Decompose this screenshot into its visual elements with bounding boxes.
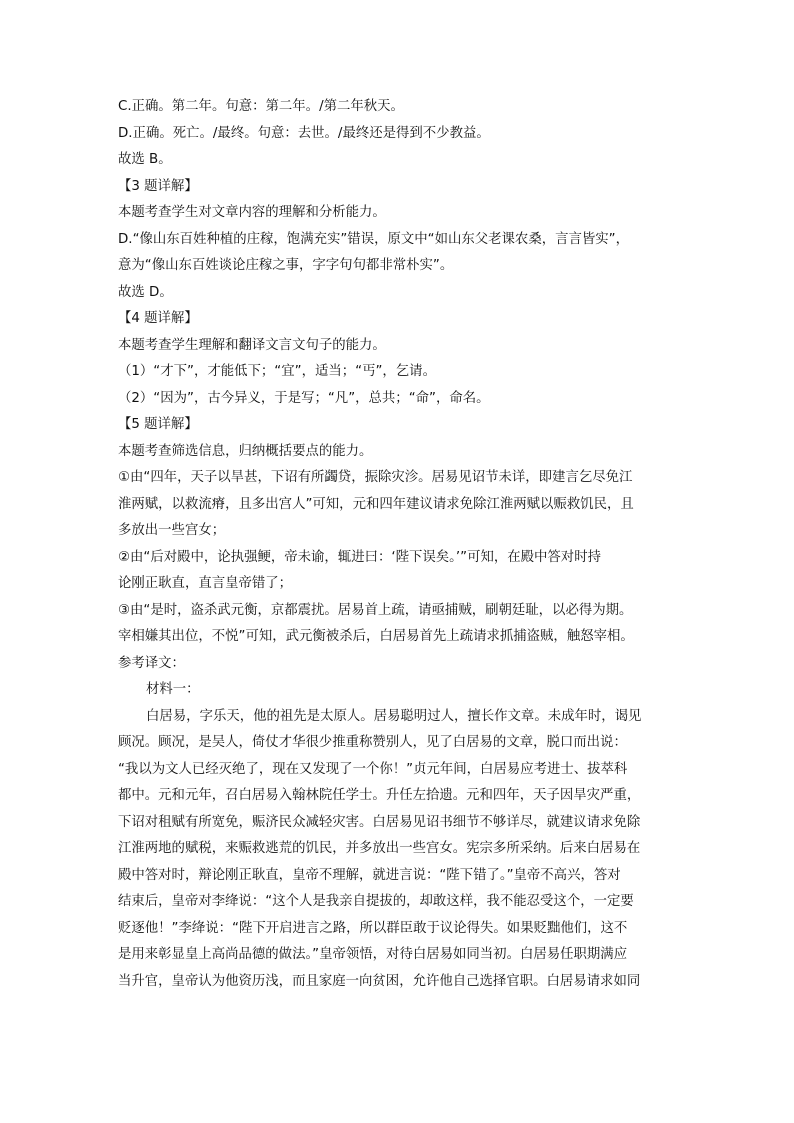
q4-item-2: （2）“因为”，古今异义，于是写；“凡”，总共；“命”，命名。 [118, 390, 490, 406]
q4-item-1: （1）“才下”，才能低下；“宜”，适当；“丐”，乞请。 [118, 364, 436, 379]
translation-line-7: 殿中答对时，辩论刚正耿直，皇帝不理解，就进言说：“陛下错了。”皇帝不高兴，答对 [118, 867, 621, 883]
choice-d-line: 故选 D。 [118, 284, 173, 300]
material-one-label: 材料一： [146, 682, 200, 697]
translation-line-8: 结束后，皇帝对李绛说：“这个人是我亲自提拔的，却敢这样，我不能忍受这个，一定要 [118, 894, 634, 909]
translation-line-4: 都中。元和元年，召白居易入翰林院任学士。升任左拾遗。元和四年，天子因旱灾严重， [118, 788, 641, 803]
q4-heading: 【4 题详解】 [118, 311, 198, 326]
choice-b-line: 故选 B。 [118, 152, 172, 167]
q5-point-1b: 淮两赋，以救流瘠，且多出宫人”可知，元和四年建议请求免除江淮两赋以赈救饥民，且 [118, 496, 634, 512]
q5-point-1a: ①由“四年，天子以旱甚，下诏有所蠲贷，振除灾沴。居易见诏节未详，即建言乞尽免江 [118, 470, 633, 485]
q5-point-3b: 宰相嫌其出位，不悦”可知，武元衡被杀后，白居易首先上疏请求抓捕盗贼，触怒宰相。 [118, 629, 634, 644]
q5-heading: 【5 题详解】 [118, 417, 198, 432]
q5-point-1c: 多放出一些宫女； [118, 523, 226, 538]
q3-intro: 本题考查学生对文章内容的理解和分析能力。 [118, 205, 386, 220]
translation-line-3: “我以为文人已经灭绝了，现在又发现了一个你！”贞元年间，白居易应考进士、拔萃科 [118, 761, 628, 777]
translation-heading: 参考译文： [118, 655, 185, 671]
q5-point-3a: ③由“是时，盗杀武元衡，京都震扰。居易首上疏，请亟捕贼，刷朝廷耻，以必得为期。 [118, 602, 633, 618]
q3-heading: 【3 题详解】 [118, 178, 198, 194]
translation-line-2: 顾况。顾况，是吴人，倚仗才华很少推重称赞别人，见了白居易的文章，脱口而出说： [118, 735, 627, 750]
document-page [118, 94, 678, 995]
q3-explain-1: D.“像山东百姓种植的庄稼，饱满充实”错误，原文中“如山东父老课农桑，言言皆实”， [118, 231, 629, 247]
translation-line-9: 贬逐他！”李绛说：“陛下开启进言之路，所以群臣敢于议论得失。如果贬黜他们，这不 [118, 920, 628, 936]
translation-line-5: 下诏对租赋有所宽免，赈济民众减轻灾害。白居易见诏书细节不够详尽，就建议请求免除 [118, 814, 641, 830]
q5-intro: 本题考查筛选信息，归纳概括要点的能力。 [118, 443, 373, 459]
translation-line-10: 是用来彰显皇上高尚品德的做法。”皇帝领悟，对待白居易如同当初。白居易任职期满应 [118, 947, 628, 962]
q4-intro: 本题考查学生理解和翻译文言文句子的能力。 [118, 337, 386, 353]
answer-d-line: D.正确。死亡。/最终。句意：去世。/最终还是得到不少教益。 [118, 125, 490, 141]
translation-line-11: 当升官，皇帝认为他资历浅，而且家庭一向贫困，允许他自己选择官职。白居易请求如同 [118, 973, 641, 989]
answer-c-line: C.正确。第二年。句意：第二年。/第二年秋天。 [118, 99, 404, 114]
q3-explain-2: 意为“像山东百姓谈论庄稼之事，字字句句都非常朴实”。 [118, 258, 454, 273]
q5-point-2a: ②由“后对殿中，论执强鲠，帝未谕，辄进曰：‘陛下误矣。’”可知，在殿中答对时持 [118, 549, 601, 565]
translation-line-6: 江淮两地的赋税，来赈救逃荒的饥民，并多放出一些宫女。宪宗多所采纳。后来白居易在 [118, 841, 641, 856]
translation-line-1: 白居易，字乐天，他的祖先是太原人。居易聪明过人，擅长作文章。未成年时，谒见 [146, 708, 642, 724]
q5-point-2b: 论刚正耿直，直言皇帝错了； [118, 576, 293, 591]
